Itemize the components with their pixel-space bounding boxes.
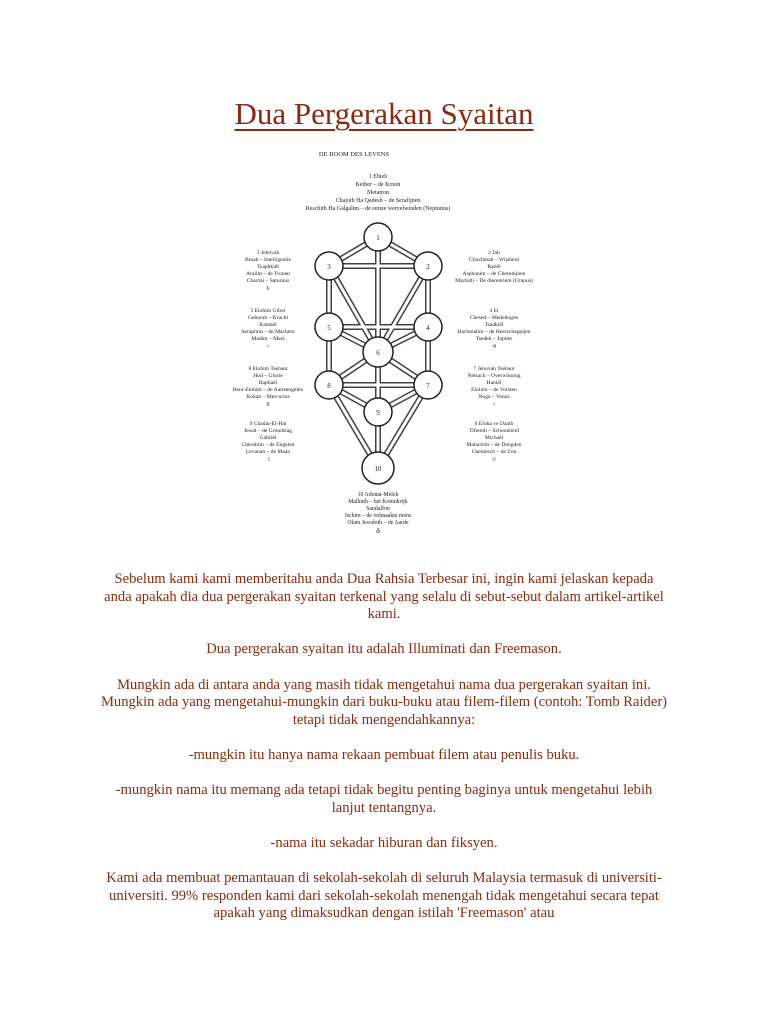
tree-of-life-figure [222,142,562,542]
svg-text:Chochmah – Wijsheid: Chochmah – Wijsheid [469,257,519,263]
svg-text:10 Adonai-Melek: 10 Adonai-Melek [357,492,399,498]
svg-text:4 El: 4 El [489,308,499,314]
svg-text:3 Jehovah: 3 Jehovah [256,250,280,256]
svg-text:5 Elohim Gibor: 5 Elohim Gibor [250,308,286,314]
svg-text:Tifereth – Schoonheid: Tifereth – Schoonheid [469,428,519,434]
paragraph: -mungkin itu hanya nama rekaan pembuat filem atau penulis buku. [188,746,580,763]
svg-text:Seraphim – de Machten: Seraphim – de Machten [241,329,295,335]
svg-text:1 Ehieh: 1 Ehieh [368,174,388,180]
node-6 [363,337,393,367]
node-1 [364,223,392,251]
svg-text:Kokab – Mercurius: Kokab – Mercurius [246,394,290,400]
svg-text:Haniël: Haniël [486,380,502,386]
svg-text:Michaël: Michaël [484,435,504,441]
svg-text:Elohim – de Vorsten: Elohim – de Vorsten [471,387,517,393]
svg-text:Kether – de Kroon: Kether – de Kroon [355,182,401,188]
node-10 [362,452,394,484]
svg-text:2 Jah: 2 Jah [488,250,500,256]
right-labels [455,250,533,463]
svg-text:Netsach – Overwinning: Netsach – Overwinning [467,373,521,379]
paragraph: -mungkin nama itu memang ada tetapi tidak begitu penting baginya untuk mengetahui lebih lanjut tentangnya. [115,782,653,816]
label-sephira-9 [242,421,295,463]
svg-text:5: 5 [327,324,331,332]
svg-text:Chemesch – de Zon: Chemesch – de Zon [471,449,517,455]
svg-text:Beni-Elohim – de Aartsengelen: Beni-Elohim – de Aartsengelen [232,387,304,393]
svg-text:Noga – Venus: Noga – Venus [478,394,510,400]
svg-text:☉: ☉ [491,457,497,463]
left-labels [233,250,304,463]
svg-text:Malkuth – het Koninkrijk: Malkuth – het Koninkrijk [348,499,408,505]
svg-text:Jesod – de Grondslag: Jesod – de Grondslag [243,428,293,434]
node-4 [414,313,442,341]
svg-text:♂: ♂ [265,344,271,350]
svg-text:8: 8 [327,382,331,390]
paragraph: -nama itu sekadar hiburan dan fiksyen. [270,834,498,851]
svg-text:Chavtai – Saturnus: Chavtai – Saturnus [246,278,290,284]
label-sephira-2 [455,250,533,284]
svg-text:☽: ☽ [265,457,271,463]
svg-text:Malachim – de Deugden: Malachim – de Deugden [466,442,522,448]
svg-text:8 Elohim Tsebaot: 8 Elohim Tsebaot [248,366,288,372]
label-sephira-4 [457,308,530,350]
svg-text:♀: ♀ [491,402,497,408]
label-sephira-10 [345,492,412,535]
svg-text:Mazloth – De dierenriem (Uranu: Mazloth – De dierenriem (Uranus) [455,278,533,284]
svg-text:1: 1 [376,234,380,242]
svg-text:6: 6 [376,349,380,357]
tree-of-life-diagram [222,142,562,542]
svg-text:4: 4 [426,324,430,332]
label-sephira-7 [467,366,520,408]
node-7 [414,371,442,399]
svg-text:Ischim – de volmaakte mens: Ischim – de volmaakte mens [344,513,412,519]
svg-text:9: 9 [376,409,380,417]
svg-text:Raphaël: Raphaël [258,380,278,386]
svg-text:Hachmalim – de Heerschappijen: Hachmalim – de Heerschappijen [457,329,531,335]
article-body [100,571,668,940]
svg-text:Ratiël: Ratiël [487,264,501,270]
svg-text:Reschith Ha Galgalim – de eers: Reschith Ha Galgalim – de eerste wervelwinden (Neptunus) [305,206,451,212]
svg-text:Cherubim – de Engelen: Cherubim – de Engelen [241,442,295,448]
svg-text:6 Eloha ve Daath: 6 Eloha ve Daath [474,421,514,427]
svg-text:Hod – Glorie: Hod – Glorie [253,373,283,379]
svg-text:Kamaël: Kamaël [259,322,277,328]
label-sephira-1 [306,174,450,212]
svg-text:Gabriël: Gabriël [259,435,277,441]
svg-text:2: 2 [426,263,430,271]
label-sephira-5 [241,308,294,350]
svg-text:Levanah – de Maan: Levanah – de Maan [245,449,291,455]
label-sephira-6 [466,421,521,463]
svg-text:♁: ♁ [375,529,381,535]
svg-text:7 Jehovah Tsebaot: 7 Jehovah Tsebaot [473,366,515,372]
paragraph: Dua pergerakan syaitan itu adalah Illuminati dan Freemason. [206,641,562,658]
svg-text:♃: ♃ [491,344,497,350]
svg-text:10: 10 [374,465,382,473]
label-sephira-8 [233,366,304,408]
svg-text:Binah – Intelligentie: Binah – Intelligentie [245,257,291,263]
svg-text:Tsadkiël: Tsadkiël [484,322,504,328]
paragraph: Mungkin ada di antara anda yang masih tidak mengetahui nama dua pergerakan syaitan ini. Mungkin ada yang mengetahui-mungkin dari buku-buku atau filem-filem (contoh: Tomb Raider) tetapi tidak mengendahkannya: [100,676,668,728]
svg-text:Sandalfon: Sandalfon [366,506,390,512]
svg-text:Asphanim – de Cherubijnen: Asphanim – de Cherubijnen [462,271,526,277]
label-sephira-3 [245,250,291,292]
svg-text:Madim – Mars: Madim – Mars [251,336,285,342]
svg-text:Aralim – de Tronen: Aralim – de Tronen [246,271,290,277]
svg-text:9 Chadai-El-Hai: 9 Chadai-El-Hai [249,421,287,427]
svg-text:Geburah – Kracht: Geburah – Kracht [247,315,289,321]
svg-text:Olam Jesodoth – de Aarde: Olam Jesodoth – de Aarde [347,520,409,526]
tree-heading: DE BOOM DES LEVENS [318,151,390,158]
paragraph: Sebelum kami kami memberitahu anda Dua Rahsia Terbesar ini, ingin kami jelaskan kepada anda apakah dia dua pergerakan syaitan terkenal yang selalu di sebut-sebut dalam artikel-artikel kami. [104,571,664,623]
svg-text:Tsaphkiël: Tsaphkiël [257,264,279,270]
svg-text:☿: ☿ [266,402,270,408]
svg-text:Tsedek – Jupiter: Tsedek – Jupiter [475,336,513,342]
svg-text:3: 3 [327,263,331,271]
svg-text:♄: ♄ [265,286,271,292]
svg-text:7: 7 [426,382,430,390]
svg-text:Chesed – Mededogen: Chesed – Mededogen [469,315,519,321]
node-8 [315,371,343,399]
node-3 [315,252,343,280]
svg-text:Metatron: Metatron [367,190,389,196]
node-2 [414,252,442,280]
paragraph: Kami ada membuat pemantauan di sekolah-sekolah di seluruh Malaysia termasuk di universiti-universiti. 99% responden kami dari sekolah-sekolah menengah tidak mengetahui secara tepat apakah yang dimaksudkan dengan istilah 'Freemason' atau [106,870,662,922]
node-9 [364,398,392,426]
svg-text:Chajoth Ha Qadesh – de Serafij: Chajoth Ha Qadesh – de Serafijnen [335,198,421,204]
page-title: Dua Pergerakan Syaitan [234,96,534,131]
node-5 [315,313,343,341]
